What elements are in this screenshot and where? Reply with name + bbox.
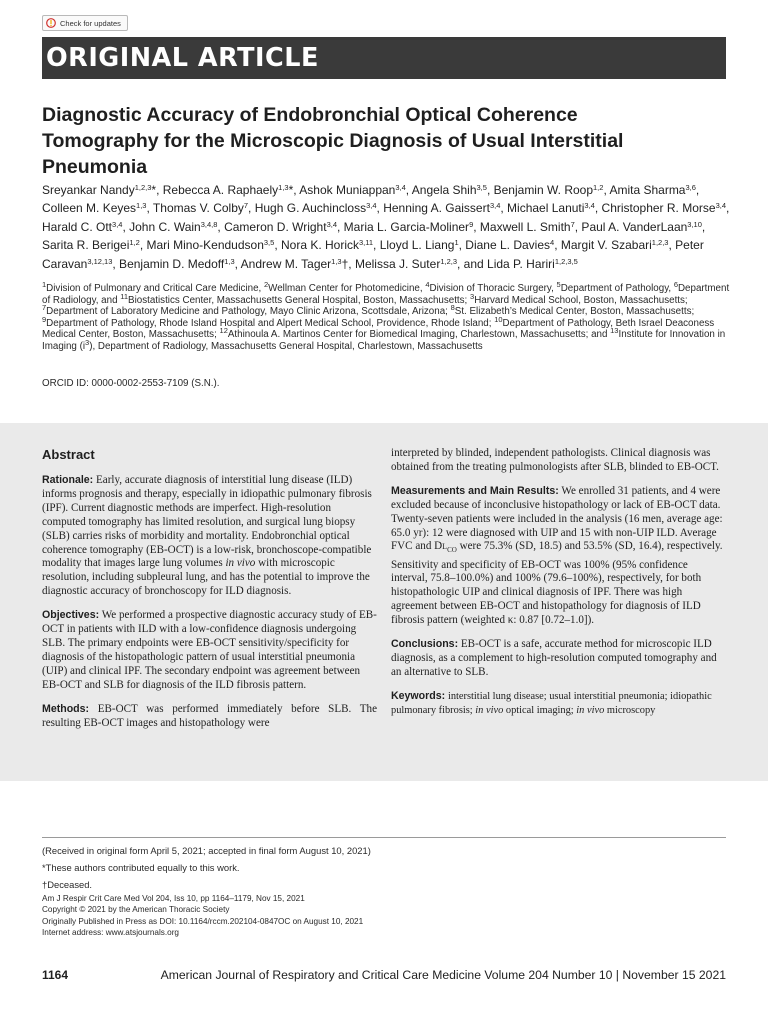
abstract-objectives — [42, 609, 377, 692]
objectives-label: Objectives: — [42, 609, 100, 622]
citation-line: Originally Published in Press as DOI: 10.1164/rccm.202104-0847OC on August 10, 2021 — [42, 916, 364, 926]
equal-contribution-note: *These authors contributed equally to this work. — [42, 862, 240, 873]
citation-line: Internet address: www.atsjournals.org — [42, 928, 179, 938]
page-number: 1164 — [42, 968, 69, 982]
abstract-right-column — [391, 447, 726, 728]
keywords-text: interstitial lung disease; usual interstitial pneumonia; idiopathic pulmonary fibrosis; in vivo optical imaging; in vivo microscopy — [391, 690, 712, 716]
conclusions-text: EB-OCT is a safe, accurate method for microscopic ILD diagnosis, as a complement to high-resolution computed tomography and an alternative to SLB. — [391, 638, 717, 678]
abstract-methods — [42, 703, 377, 731]
results-text: We enrolled 31 patients, and 4 were excluded because of inconclusive histopathology or lack of EB-OCT data. Twenty-seven patients were included in the analysis (16 men, average age: 65.0 yr): 12 were diagnosed with UIP and 15 with non-UIP ILD. Average FVC and $Dl_{CO}$ were 75.3% (SD, 18.5) and 53.5% (SD, 16.4), respectively. Sensitivity and specificity of EB-OCT was 100% (95% confidence interval, 75.8–100.0%) and 100% (79.6–100%), respectively, for both histopathologic UIP and clinical diagnosis of IPF. There was high agreement between EB-OCT and histopathology for diagnosis of ILD fibrosis pattern (weighted κ: 0.87 [0.72–1.0]). — [391, 484, 723, 627]
rationale-text: Early, accurate diagnosis of interstitial lung disease (ILD) informs prognosis and therapy, especially in idiopathic pulmonary fibrosis (IPF). Current diagnostic methods are imperfect. High-resolution computed tomography has limited resolution, and surgical lung biopsy (SLB) carries risks of morbidity and mortality. Endobronchial optical coherence tomography (EB-OCT) is a low-risk, bronchoscope-compatible modality that images large lung volumes in vivo with microscopic resolution, including subpleural lung, and has the potential to improve the diagnostic accuracy of bronchoscopy for ILD diagnosis. — [42, 474, 372, 598]
citation-line: Copyright © 2021 by the American Thoracic Society — [42, 905, 230, 915]
check-updates-label: Check for updates — [60, 18, 121, 28]
abstract-heading: Abstract — [42, 447, 95, 462]
keywords-label: Keywords: — [391, 689, 446, 702]
journal-footer: American Journal of Respiratory and Critical Care Medicine Volume 204 Number 10 | November 15 2021 — [160, 968, 726, 982]
citation-block — [42, 893, 363, 939]
check-for-updates-button[interactable] — [42, 15, 128, 31]
rationale-label: Rationale: — [42, 474, 94, 486]
check-updates-icon — [46, 18, 56, 28]
results-label: Measurements and Main Results: — [391, 484, 559, 497]
abstract-rationale — [42, 474, 377, 599]
abstract-keywords — [391, 690, 726, 718]
conclusions-label: Conclusions: — [391, 638, 459, 651]
received-note: (Received in original form April 5, 2021; accepted in final form August 10, 2021) — [42, 845, 371, 856]
methods-text: EB-OCT was performed immediately before SLB. The resulting EB-OCT images and histopathology were — [42, 702, 377, 729]
article-type-banner: ORIGINAL ARTICLE — [42, 37, 726, 79]
abstract-left-column — [42, 447, 377, 740]
deceased-note: †Deceased. — [42, 879, 93, 890]
article-title: Diagnostic Accuracy of Endobronchial Optical Coherence Tomography for the Microscopic Diagnosis of Usual Interstitial Pneumonia — [42, 104, 624, 178]
abstract-methods-continued: interpreted by blinded, independent pathologists. Clinical diagnosis was obtained from the treating pulmonologists after SLB, blinded to EB-OCT. — [391, 447, 719, 473]
methods-label: Methods: — [42, 702, 90, 715]
abstract-conclusions — [391, 638, 726, 680]
objectives-text: We performed a prospective diagnostic accuracy study of EB-OCT in patients with ILD with a low-confidence diagnosis undergoing SLB. The primary endpoints were EB-OCT sensitivity/specificity for diagnosis of the histopathologic pattern of usual interstitial pneumonia (UIP) and clinical IPF. The secondary endpoint was agreement between EB-OCT and SLB for diagnosis of the ILD fibrosis pattern. — [42, 609, 377, 691]
affiliations: $^1$Division of Pulmonary and Critical Care Medicine, $^2$Wellman Center for Photomedicine, $^4$Division of Thoracic Surgery, $^5$Department of Pathology, $^6$Department of Radiology, and $^{11}$Biostatistics Center, Massachusetts General Hospital, Boston, Massachusetts; $^3$Harvard Medical School, Boston, Massachusetts; $^7$Department of Laboratory Medicine and Pathology, Mayo Clinic Arizona, Scottsdale, Arizona; $^8$St. Elizabeth’s Medical Center, Boston, Massachusetts; $^9$Department of Pathology, Rhode Island Hospital and Alpert Medical School, Providence, Rhode Island; $^{10}$Department of Pathology, Beth Israel Deaconess Medical Center, Boston, Massachusetts; $^{12}$Athinoula A. Martinos Center for Biomedical Imaging, Charlestown, Massachusetts; and $^{13}$Institute for Innovation in Imaging $(i^3)$, Department of Radiology, Massachusetts General Hospital, Charlestown, Massachusetts — [42, 280, 730, 352]
author-list: Sreyankar Nandy$^{1,2,3}$*, Rebecca A. Raphaely$^{1,3}$*, Ashok Muniappan$^{3,4}$, Angela Shih$^{3,5}$, Benjamin W. Roop$^{1,2}$, Amita Sharma$^{3,6}$, Colleen M. Keyes$^{1,3}$, Thomas V. Colby$^7$, Hugh G. Auchincloss$^{3,4}$, Henning A. Gaissert$^{3,4}$, Michael Lanuti$^{3,4}$, Christopher R. Morse$^{3,4}$, Harald C. Ott$^{3,4}$, John C. Wain$^{3,4,8}$, Cameron D. Wright$^{3,4}$, Maria L. Garcia-Moliner$^9$, Maxwell L. Smith$^7$, Paul A. VanderLaan$^{3,10}$, Sarita R. Berigei$^{1,2}$, Mari Mino-Kendudson$^{3,5}$, Nora K. Horick$^{3,11}$, Lloyd L. Liang$^1$, Diane L. Davies$^4$, Margit V. Szabari$^{1,2,3}$, Peter Caravan$^{3,12,13}$, Benjamin D. Medoff$^{1,3}$, Andrew M. Tager$^{1,3}$†, Melissa J. Suter$^{1,2,3}$, and Lida P. Hariri$^{1,2,3,5}$ — [42, 183, 730, 271]
footnote-divider — [42, 837, 726, 838]
citation-line: Am J Respir Crit Care Med Vol 204, Iss 10, pp 1164–1179, Nov 15, 2021 — [42, 894, 305, 903]
orcid-id: ORCID ID: 0000-0002-2553-7109 (S.N.). — [42, 378, 220, 389]
abstract-results — [391, 485, 726, 628]
